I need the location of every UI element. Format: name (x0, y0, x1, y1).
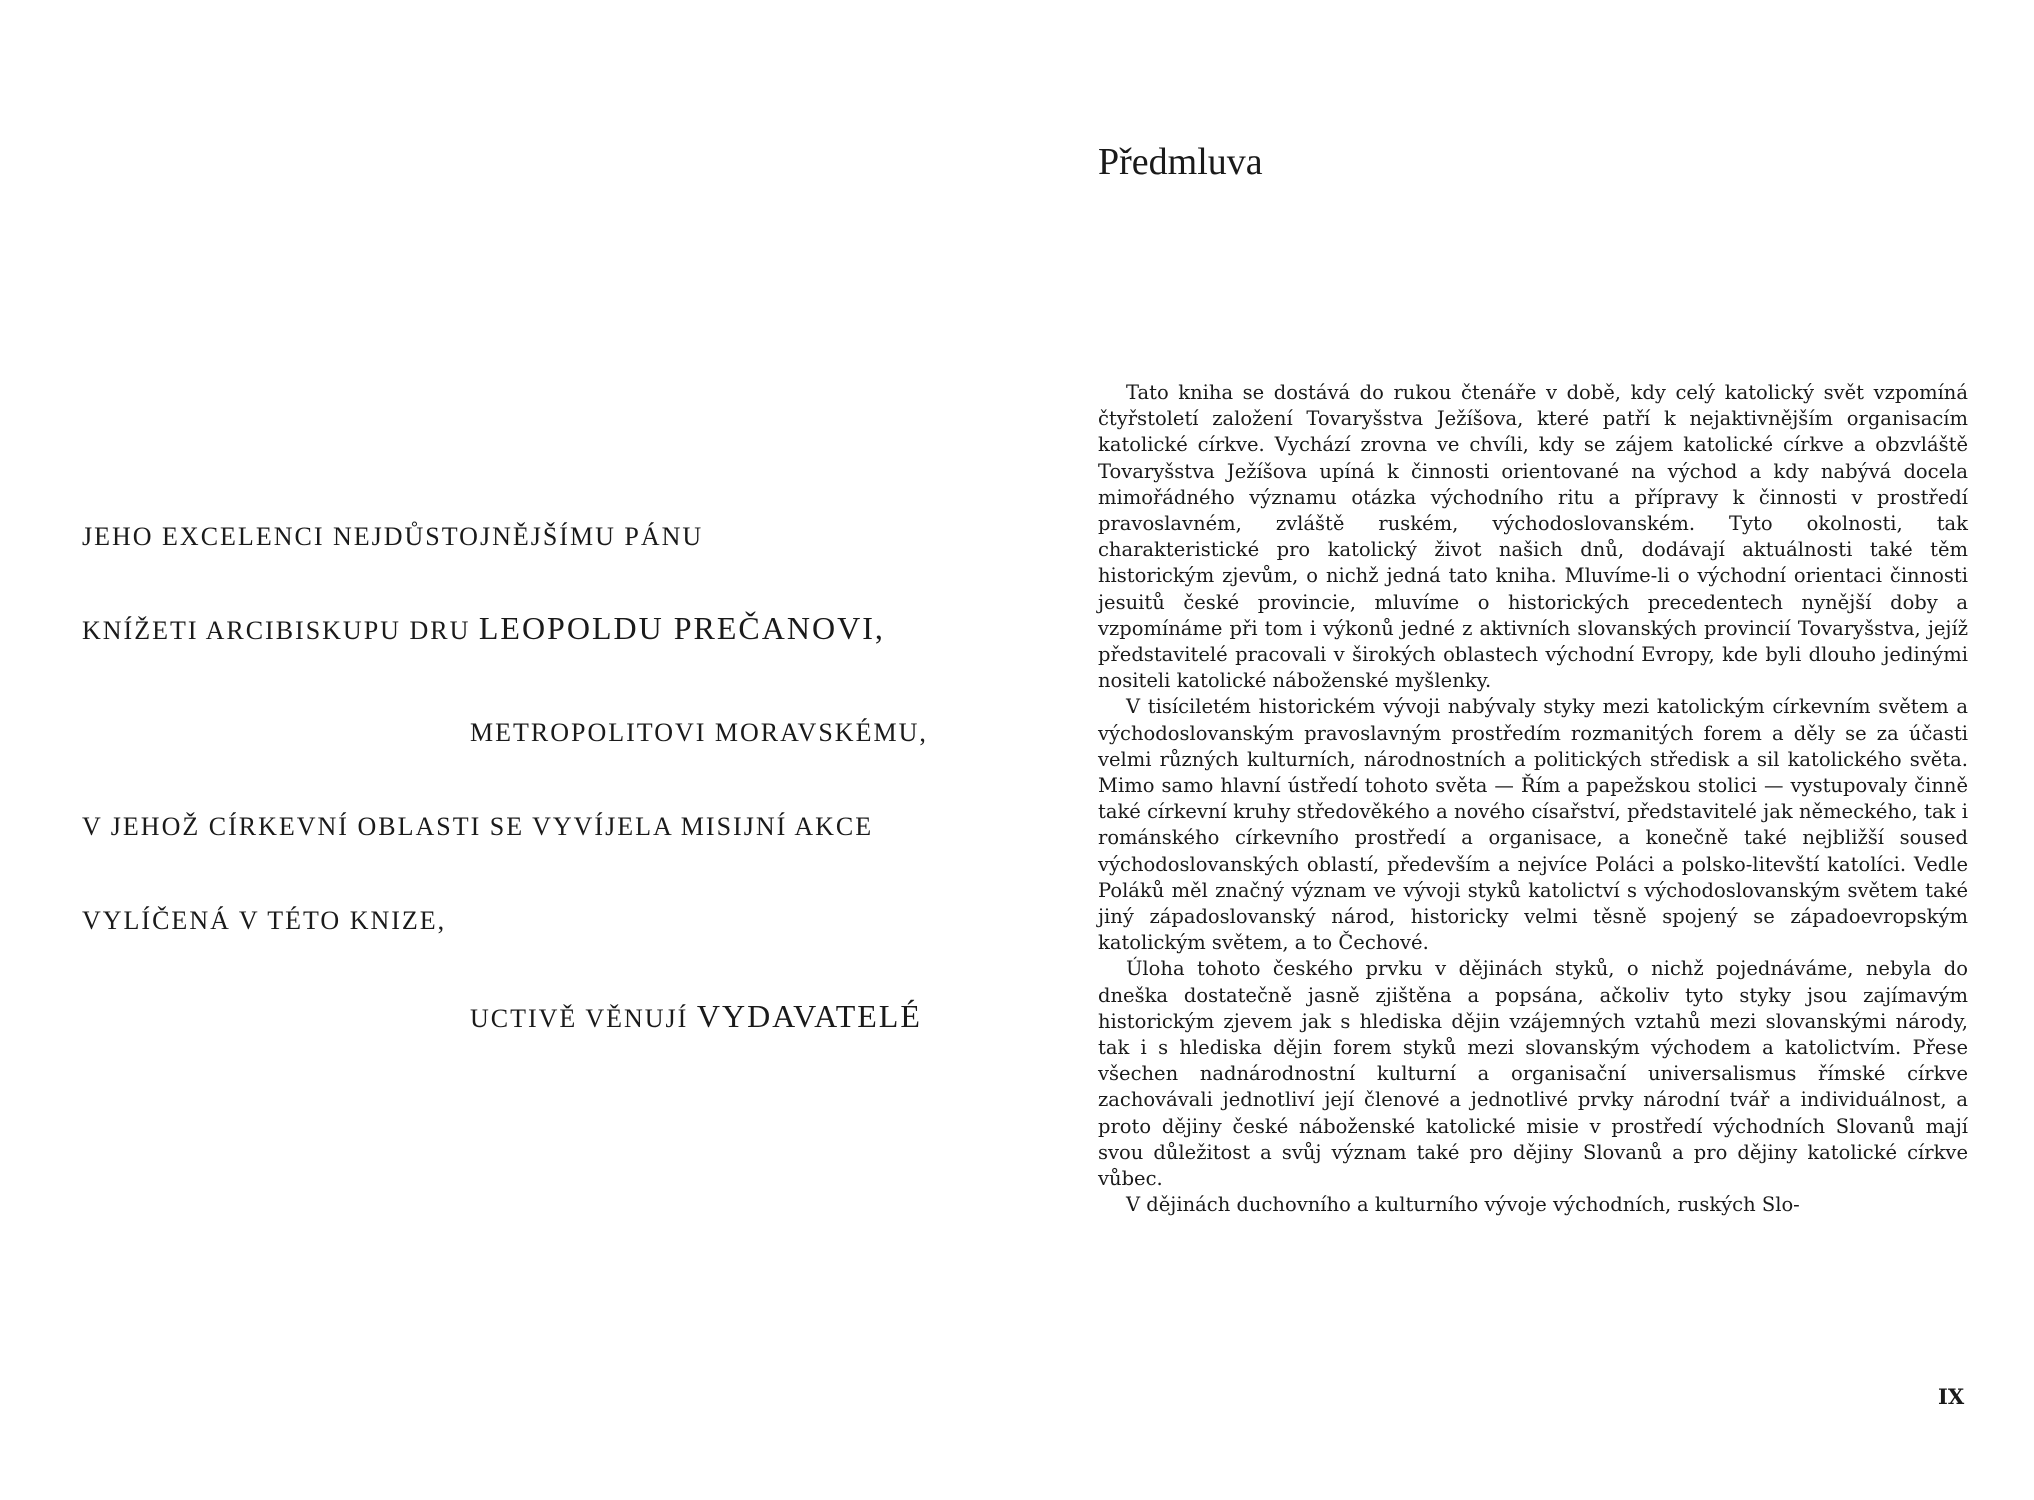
dedication-line-6-start: UCTIVĚ VĚNUJÍ (470, 1004, 697, 1033)
preface-body (1098, 380, 1968, 1219)
page-title: Předmluva (1098, 141, 1263, 183)
dedication-line-4: V JEHOŽ CÍRKEVNÍ OBLASTI SE VYVÍJELA MISIJNÍ AKCE (82, 812, 874, 841)
dedication-line-1: JEHO EXCELENCI NEJDŮSTOJNĚJŠÍMU PÁNU (82, 522, 704, 551)
preface-paragraph-4: V dějinách duchovního a kulturního vývoje východních, ruských Slo- (1126, 1193, 1800, 1217)
dedication-line-2-start: KNÍŽETI ARCIBISKUPU DRU (82, 616, 479, 645)
dedication-line-3: METROPOLITOVI MORAVSKÉMU, (470, 718, 928, 747)
dedication-line-6-end: VYDAVATELÉ (696, 998, 922, 1034)
dedication-line-2 (82, 610, 885, 647)
preface-paragraph-2: V tisíciletém historickém vývoji nabývaly styky mezi katolickým církevním světem a východoslovanským pravoslavným prostředím rozmanitých forem a děly se za účasti velmi různých kulturních, národnostních a politických středisk a sil katolického světa. Mimo samo hlavní ústředí tohoto světa — Řím a papežskou stolici — vystupovaly činně také církevní kruhy středověkého a nového císařství, představitelé jak německého, tak i románského církevního prostředí a organisace, a konečně také nejbližší soused východoslovanských oblastí, především a nejvíce Poláci a polsko-litevští katolíci. Vedle Poláků měl značný význam ve vývoji styků katolictví s východoslovanským světem také jiný západoslovanský národ, historicky velmi těsně spojený se západoevropským katolickým světem, a to Čechové. (1098, 695, 1968, 955)
dedication-line-5: VYLÍČENÁ V TÉTO KNIZE, (82, 906, 447, 935)
preface-paragraph-3: Úloha tohoto českého prvku v dějinách styků, o nichž pojednáváme, nebyla do dneška dostatečně jasně zjištěna a popsána, ačkoliv tyto styky jsou zajímavým historickým zjevem jak s hlediska dějin vzájemných vztahů mezi slovanskými národy, tak i s hlediska dějin forem styků mezi slovanským východem a katolictvím. Přese všechen nadnárodnostní kulturní a organisační universalismus římské církve zachovávali jednotliví její členové a jednotlivé prvky národní tvář a individuálnost, a proto dějiny české náboženské katolické misie v prostředí východních Slovanů mají svou důležitost a svůj význam také pro dějiny Slovanů a pro dějiny katolické církve vůbec. (1098, 957, 1968, 1191)
page-number: IX (1938, 1384, 1965, 1409)
dedication-line-6 (470, 998, 922, 1035)
preface-paragraph-1: Tato kniha se dostává do rukou čtenáře v době, kdy celý katolický svět vzpomíná čtyřstoletí založení Tovaryšstva Ježíšova, které patří k nejaktivnějším organisacím katolické církve. Vychází zrovna ve chvíli, kdy se zájem katolické církve a obzvláště Tovaryšstva Ježíšova upíná k činnosti orientované na východ a kdy nabývá docela mimořádného významu otázka východního ritu a přípravy k činnosti v prostředí pravoslavném, zvláště ruském, východoslovanském. Tyto okolnosti, tak charakteristické pro katolický život našich dnů, dodávají aktuálnosti také těm historickým zjevům, o nichž jedná tato kniha. Mluvíme-li o východní orientaci činnosti jesuitů české provincie, mluvíme o historických precedentech nynější doby a vzpomínáme při tom i výkonů jedné z aktivních slovanských provincií Tovaryšstva, jejíž představitelé pracovali v širokých oblastech východní Evropy, kde byli dlouho jedinými nositeli katolické náboženské myšlenky. (1098, 381, 1968, 693)
dedication-line-2-name: LEOPOLDU PREČANOVI, (478, 610, 885, 646)
